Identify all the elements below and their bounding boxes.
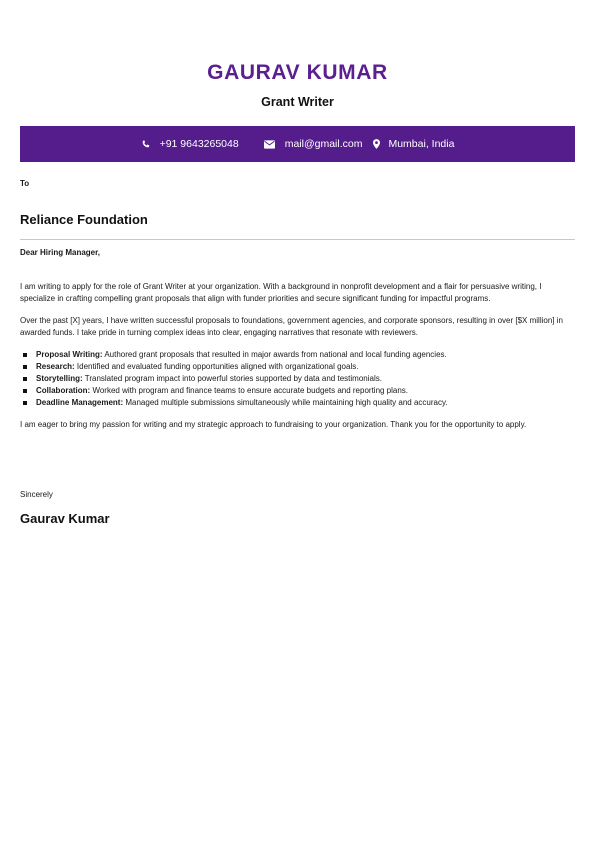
- recipient-name: Reliance Foundation: [20, 212, 148, 227]
- envelope-icon: [264, 140, 275, 149]
- bullet-icon: [23, 389, 27, 393]
- email-text: mail@gmail.com: [284, 138, 363, 150]
- bullet-icon: [23, 353, 27, 357]
- to-label: To: [20, 179, 30, 188]
- highlight-title: Research:: [36, 362, 75, 371]
- divider: [20, 239, 575, 240]
- contact-phone: [141, 138, 239, 150]
- highlight-text: Managed multiple submissions simultaneously while maintaining high quality and accuracy.: [123, 398, 448, 407]
- experience-paragraph: Over the past [X] years, I have written successful proposals to foundations, government agencies, and corporate sponsors, resulting in over [$X million] in awarded funds. I take pride in turning complex ideas into clear, engaging narratives that resonate with reviewers.: [20, 316, 563, 337]
- intro-paragraph: I am writing to apply for the role of Grant Writer at your organization. With a background in nonprofit development and a flair for persuasive writing, I specialize in crafting compelling grant proposals that align with funder priorities and secure significant funding for impactful programs.: [20, 282, 542, 303]
- salutation: Dear Hiring Manager,: [20, 248, 101, 257]
- list-item: [20, 385, 575, 397]
- bullet-icon: [23, 377, 27, 381]
- contact-email: [264, 138, 363, 150]
- applicant-name: GAURAV KUMAR: [207, 61, 388, 84]
- bullet-icon: [23, 365, 27, 369]
- closing-text: Sincerely: [20, 490, 53, 499]
- highlight-text: Worked with program and finance teams to ensure accurate budgets and reporting plans.: [90, 386, 409, 395]
- list-item: [20, 349, 575, 361]
- map-marker-icon: [373, 139, 380, 149]
- highlight-text: Identified and evaluated funding opportunities aligned with organizational goals.: [74, 362, 359, 371]
- highlight-text: Authored grant proposals that resulted in major awards from national and local funding agencies.: [102, 350, 447, 359]
- list-item: [20, 397, 575, 409]
- highlight-title: Storytelling:: [36, 374, 83, 383]
- list-item: [20, 361, 575, 373]
- list-item: [20, 373, 575, 385]
- phone-text: +91 9643265048: [159, 138, 239, 150]
- applicant-role: Grant Writer: [261, 95, 334, 109]
- signature-name: Gaurav Kumar: [20, 511, 110, 526]
- highlights-list: [20, 349, 575, 409]
- bullet-icon: [23, 401, 27, 405]
- location-text: Mumbai, India: [388, 138, 455, 150]
- highlight-title: Deadline Management:: [36, 398, 124, 407]
- contact-bar: [20, 126, 575, 162]
- phone-icon: [141, 140, 150, 149]
- letter-body: [20, 281, 575, 441]
- highlight-title: Collaboration:: [36, 386, 91, 395]
- highlight-title: Proposal Writing:: [36, 350, 103, 359]
- closing-paragraph: I am eager to bring my passion for writing and my strategic approach to fundraising to your organization. Thank you for the opportunity to apply.: [20, 420, 527, 429]
- highlight-text: Translated program impact into powerful stories supported by data and testimonials.: [82, 374, 382, 383]
- contact-location: [373, 138, 454, 150]
